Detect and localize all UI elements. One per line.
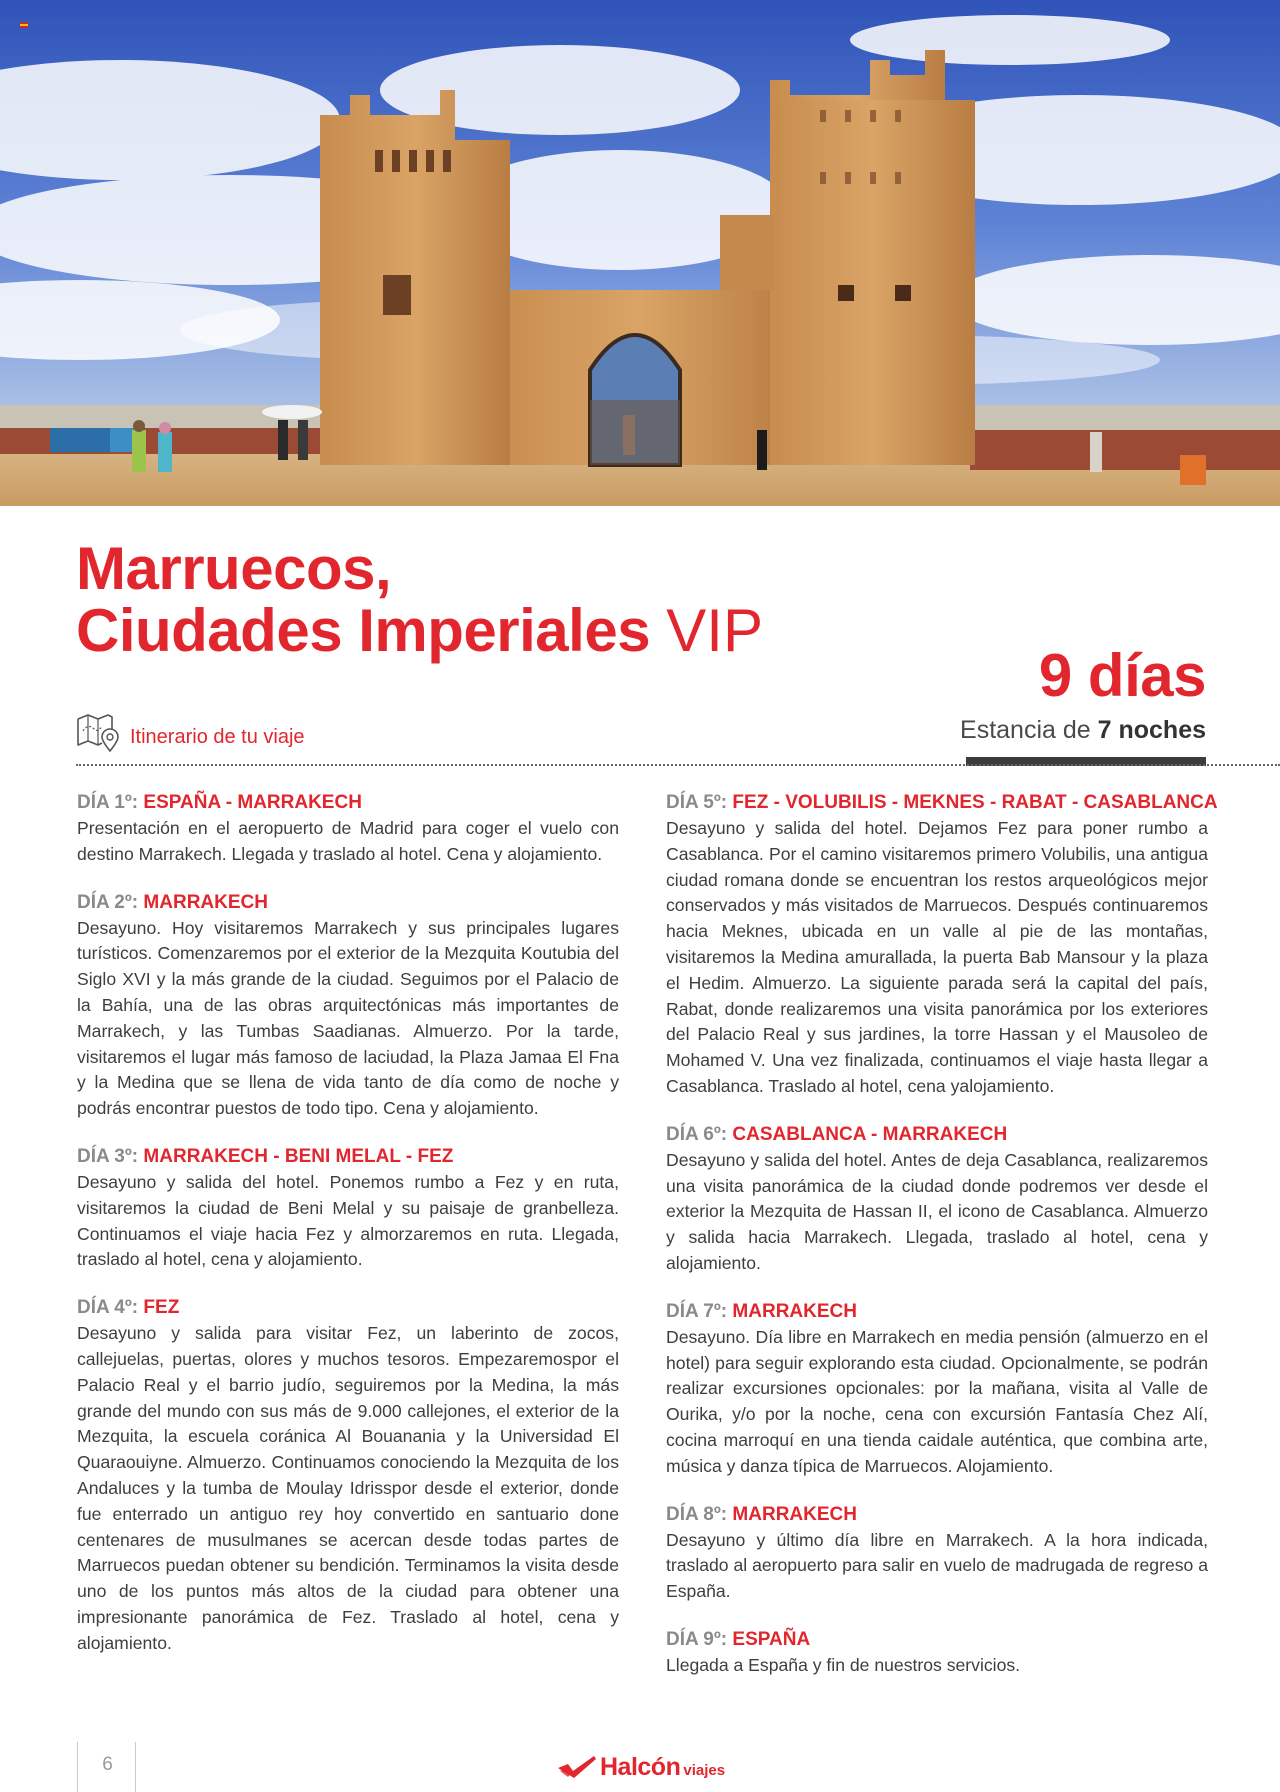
day-entry-3 xyxy=(77,1144,619,1273)
day-label: DÍA 6º: xyxy=(666,1123,728,1145)
trip-duration xyxy=(960,644,1206,745)
day-entry-9 xyxy=(666,1627,1208,1679)
stay-info xyxy=(960,716,1206,745)
day-heading xyxy=(77,790,619,816)
day-cities: FEZ xyxy=(143,1297,180,1319)
day-description: Presentación en el aeropuerto de Madrid para coger el vuelo con destino Marrakech. Llegada y traslado al hotel. Cena y alojamiento. xyxy=(77,818,619,864)
day-description: Desayuno. Día libre en Marrakech en media pensión (almuerzo en el hotel) para seguir explorando esta ciudad. Opcionalmente, se podrán realizar excursiones opcionales: por la mañana, visita al Valle de Ourika, y/o por la noche, cena con excursión Fantasía Chez Alí, cocina marroquí en una tienda caidale auténtica, que combina arte, música y danza típica de Marruecos. Alojamiento. xyxy=(666,1326,1208,1476)
day-label: DÍA 9º: xyxy=(666,1628,728,1650)
day-cities: CASABLANCA - MARRAKECH xyxy=(732,1123,1008,1145)
day-description: Desayuno y salida para visitar Fez, un laberinto de zocos, callejuelas, puertas, olores y muchos tesoros. Empezaremospor el Palacio Real y el barrio judío, seguiremos por la Medina, la más grande del mundo con sus más de 9.000 callejones, el exterior de la Mezquita, la escuela coránica Al Bouanania y la Universidad El Quaraouiyne. Almuerzo. Continuamos conociendo la Mezquita de los Andaluces y la tumba de Moulay Idrisspor desde el exterior, donde fue enterrado un antiguo rey hoy convertido en santuario done centenares de musulmanes se acercan desde todas partes de Marruecos puedan obtener su bendición. Terminamos la visita desde uno de los puntos más altos de la ciudad para obtener una impresionante panorámica de Fez. Traslado al hotel, cena y alojamiento. xyxy=(77,1323,619,1653)
brand-sub: viajes xyxy=(683,1762,726,1779)
page-title xyxy=(76,535,763,664)
day-description: Desayuno y último día libre en Marrakech. A la hora indicada, traslado al aeropuerto para salir en vuelo de madrugada de regreso a España. xyxy=(666,1529,1208,1602)
day-heading xyxy=(77,1144,619,1170)
kasbah-illustration xyxy=(0,0,1280,506)
day-label: DÍA 8º: xyxy=(666,1503,728,1525)
day-entry-1 xyxy=(77,790,619,868)
title-main: Ciudades Imperiales xyxy=(76,597,651,664)
day-cities: MARRAKECH xyxy=(143,891,268,913)
section-divider xyxy=(76,764,1280,766)
day-description: Desayuno y salida del hotel. Ponemos rumbo a Fez y en ruta, visitaremos la ciudad de Beni Melal y su paisaje de granbelleza. Continuamos el viaje hacia Fez y almorzaremos en ruta. Llegada, traslado al hotel, cena y alojamiento. xyxy=(77,1171,619,1270)
day-heading xyxy=(666,1627,1208,1653)
stay-nights: 7 noches xyxy=(1097,716,1206,744)
itinerary-column-right xyxy=(666,790,1218,1701)
itinerary-heading xyxy=(76,711,305,753)
day-cities: MARRAKECH xyxy=(732,1503,857,1525)
brand-name: Halcón xyxy=(600,1753,681,1781)
day-label: DÍA 3º: xyxy=(77,1145,139,1167)
itinerary-column-left xyxy=(77,790,619,1679)
day-description: Llegada a España y fin de nuestros servicios. xyxy=(666,1654,1021,1675)
day-label: DÍA 1º: xyxy=(77,792,139,813)
day-cities: ESPAÑA xyxy=(732,1628,811,1650)
title-line-1: Marruecos, xyxy=(76,535,392,602)
page-number: 6 xyxy=(102,1754,113,1775)
day-entry-7 xyxy=(666,1299,1208,1480)
page-number-box xyxy=(77,1742,136,1792)
itinerary-label: Itinerario de tu viaje xyxy=(130,725,305,748)
day-description: Desayuno. Hoy visitaremos Marrakech y sus principales lugares turísticos. Comenzaremos por el exterior de la Mezquita Koutubia del Siglo XVI y la más grande de la ciudad. Seguimos por el Palacio de la Bahía, una de las obras arquitectónicas más importantes de Marrakech, y las Tumbas Saadianas. Almuerzo. Por la tarde, visitaremos el lugar más famoso de laciudad, la Plaza Jamaa El Fna y la Medina que se llena de vida tanto de día como de noche y podrás encontrar puestos de todo tipo. Cena y alojamiento. xyxy=(77,917,619,1119)
day-heading xyxy=(666,1502,1208,1528)
map-pin-icon xyxy=(76,711,120,753)
brand-logo xyxy=(556,1754,725,1780)
day-heading xyxy=(77,890,619,916)
flag-mark-icon xyxy=(20,22,28,28)
day-cities: MARRAKECH xyxy=(732,1300,857,1322)
day-description: Desayuno y salida del hotel. Dejamos Fez para poner rumbo a Casablanca. Por el camino visitaremos primero Volubilis, una antigua ciudad romana donde se encuentran los restos arqueológicos mejor conservados y más visitados de Marruecos. Después continuaremos hacia Meknes, ubicada en un valle al pie de las montañas, visitaremos la Medina amurallada, la puerta Bab Mansour y la plaza el Hedim. Almuerzo. La siguiente parada será la capital del país, Rabat, donde realizaremos una visita panorámica por los exteriores del Palacio Real y sus jardines, la torre Hassan y el Mausoleo de Mohamed V. Una vez finalizada, continuamos el viaje hasta llegar a Casablanca. Traslado al hotel, cena yalojamiento. xyxy=(666,818,1208,1096)
title-suffix: VIP xyxy=(666,597,763,664)
day-heading xyxy=(666,1299,1208,1325)
day-entry-4 xyxy=(77,1295,619,1656)
stay-prefix: Estancia de xyxy=(960,716,1091,744)
day-label: DÍA 5º: xyxy=(666,792,728,813)
day-heading xyxy=(666,1122,1208,1148)
hero-photo xyxy=(0,0,1280,506)
day-entry-8 xyxy=(666,1502,1208,1605)
duration-days: 9 días xyxy=(1038,642,1206,709)
day-label: DÍA 4º: xyxy=(77,1297,139,1319)
day-entry-5 xyxy=(666,790,1218,1100)
day-heading xyxy=(77,1295,619,1321)
day-cities: MARRAKECH - BENI MELAL - FEZ xyxy=(143,1145,454,1167)
day-cities: ESPAÑA - MARRAKECH xyxy=(143,792,362,813)
day-description: Desayuno y salida del hotel. Antes de deja Casablanca, realizaremos una visita panorámica de la ciudad donde podremos ver desde el exterior la Mezquita de Hassan II, el icono de Casablanca. Almuerzo y salida hacia Marrakech. Llegada, traslado al hotel, cena y alojamiento. xyxy=(666,1149,1208,1273)
day-label: DÍA 7º: xyxy=(666,1300,728,1322)
day-label: DÍA 2º: xyxy=(77,891,139,913)
title-line-2 xyxy=(76,597,763,664)
halcon-logo-icon xyxy=(556,1754,598,1780)
day-entry-2 xyxy=(77,890,619,1122)
day-cities: FEZ - VOLUBILIS - MEKNES - RABAT - CASABLANCA xyxy=(732,792,1218,813)
day-heading xyxy=(666,790,1218,816)
day-entry-6 xyxy=(666,1122,1208,1277)
